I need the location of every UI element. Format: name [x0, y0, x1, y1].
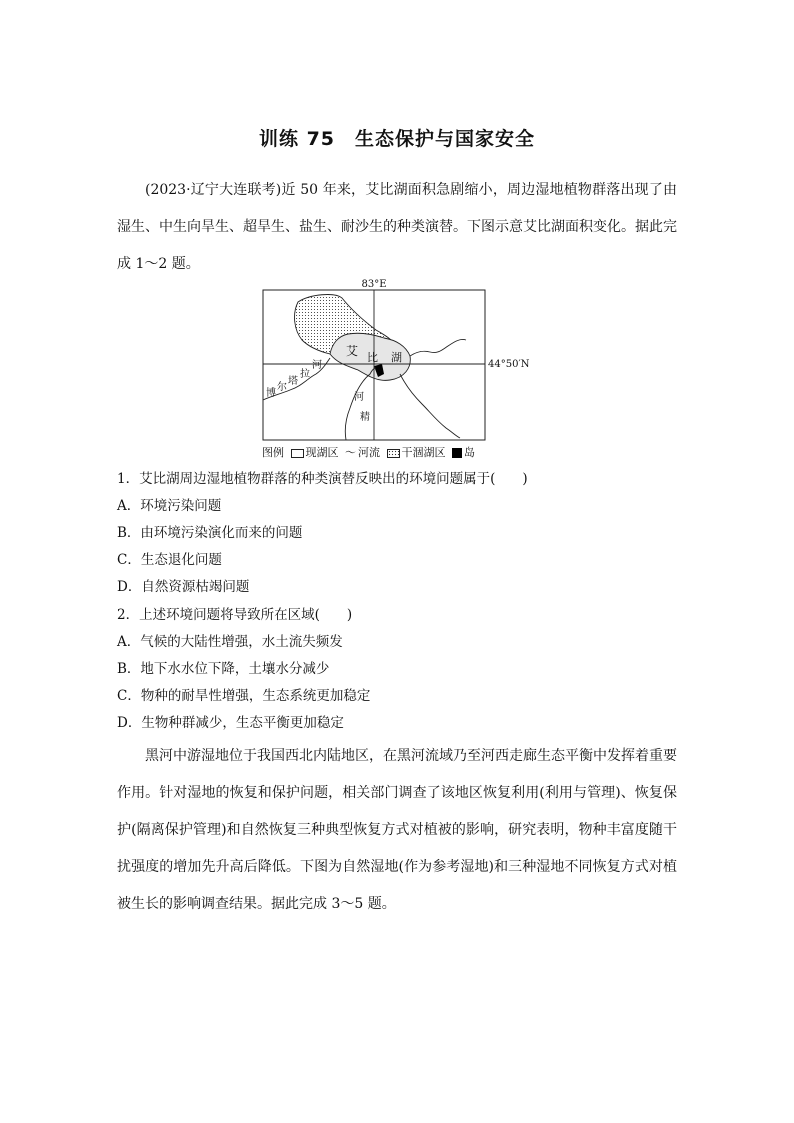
question-1-stem: 1．艾比湖周边湿地植物群落的种类演替反映出的环境问题属于( ) — [117, 471, 528, 487]
dry-lake-swatch — [387, 449, 400, 458]
question-2-option-a[interactable]: A．气候的大陆性增强，水土流失频发 — [117, 634, 343, 650]
island-swatch — [452, 448, 462, 458]
map-legend — [262, 444, 478, 460]
bortala-char-4: 拉 — [300, 369, 310, 380]
current-lake-swatch — [291, 449, 304, 458]
question-1-option-b[interactable]: B．由环境污染演化而来的问题 — [117, 525, 303, 541]
river-southeast — [400, 374, 460, 438]
question-1-option-c[interactable]: C．生态退化问题 — [117, 552, 222, 568]
parallel-label: 44°50′N — [488, 359, 530, 370]
bortala-char-2: 尔 — [277, 382, 287, 393]
lake-char-1: 艾 — [346, 344, 359, 358]
lake-char-2: 比 — [367, 351, 378, 364]
question-2-option-d[interactable]: D．生物种群减少，生态平衡更加稳定 — [117, 715, 344, 731]
question-1-option-a[interactable]: A．环境污染问题 — [117, 498, 222, 514]
bortala-char-5: 河 — [312, 360, 322, 371]
lake-char-3: 湖 — [391, 351, 402, 364]
question-2-option-c[interactable]: C．物种的耐旱性增强，生态系统更加稳定 — [117, 688, 371, 704]
bortala-char-3: 塔 — [288, 376, 298, 387]
legend-label: 图例 — [262, 446, 284, 459]
legend-river: ～ 河流 — [345, 446, 380, 459]
question-1-option-d[interactable]: D．自然资源枯竭问题 — [117, 579, 250, 595]
river-symbol: ～ — [345, 446, 356, 459]
question-2-stem: 2．上述环境问题将导致所在区域( ) — [117, 607, 353, 623]
legend-dry-lake: 干涸湖区 — [387, 446, 446, 459]
jing-char-2: 精 — [360, 412, 370, 423]
question-2 — [117, 602, 697, 737]
question-2-option-b[interactable]: B．地下水水位下降，土壤水分减少 — [117, 661, 330, 677]
intro-paragraph-2: 黑河中游湿地位于我国西北内陆地区，在黑河流域乃至河西走廊生态平衡中发挥着重要作用。针对湿地的恢复和保护问题，相关部门调查了该地区恢复利用(利用与管理)、恢复保护(隔离保护管理)和自然恢复三种典型恢复方式对植被的影响，研究表明，物种丰富度随干扰强度的增加先升高后降低。下图为自然湿地(作为参考湿地)和三种湿地不同恢复方式对植被生长的影响调查结果。据此完成 3～5 题。 — [117, 748, 677, 912]
page-title: 训练 75 生态保护与国家安全 — [258, 128, 536, 150]
meridian-label: 83°E — [361, 279, 387, 290]
jing-char-1: 河 — [354, 392, 364, 403]
legend-current-lake: 现湖区 — [291, 446, 339, 459]
intro-paragraph-1: (2023·辽宁大连联考)近 50 年来，艾比湖面积急剧缩小，周边湿地植物群落出现了由湿生、中生向旱生、超旱生、盐生、耐沙生的种类演替。下图示意艾比湖面积变化。据此完成 1～2 题。 — [117, 182, 677, 272]
bortala-char-1: 博 — [266, 388, 276, 399]
aibi-lake-map — [250, 278, 550, 463]
question-1 — [117, 466, 697, 601]
jing-river — [345, 368, 376, 440]
river-east — [410, 339, 466, 356]
legend-island: 岛 — [452, 446, 475, 459]
